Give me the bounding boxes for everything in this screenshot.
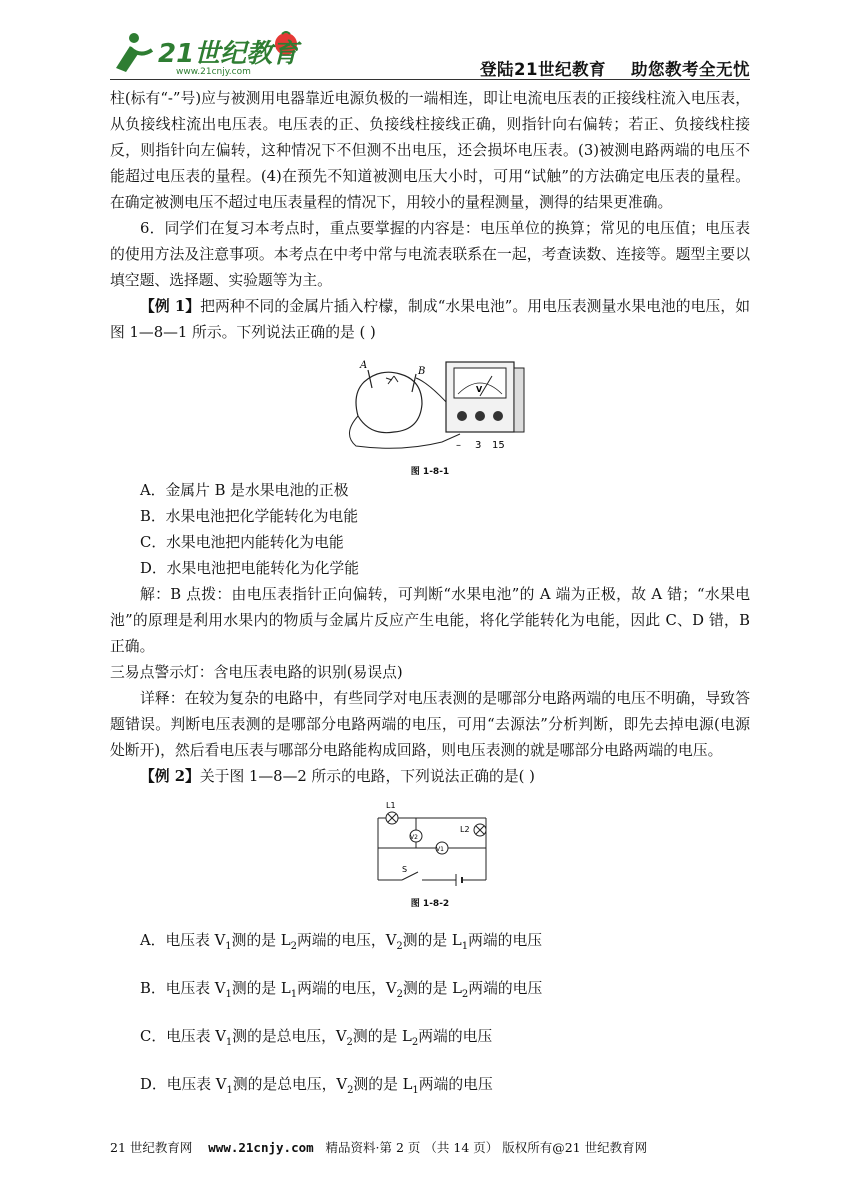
terminal-15: 15	[492, 440, 505, 451]
example-2-option-d: D．电压表 $V_1$测的是总电压，$V_2$测的是 $L_1$两端的电压	[140, 1076, 493, 1096]
example-1-option-d: D．水果电池把电能转化为化学能	[140, 560, 360, 577]
figure-1-caption: 图 1-8-1	[410, 467, 450, 477]
example-1-option-a: A．金属片 B 是水果电池的正极	[140, 482, 349, 499]
logo-text: 21世纪教育	[158, 39, 299, 69]
meter-v-label: V	[476, 385, 483, 394]
paragraph-voltmeter-usage: 柱(标有“-”号)应与被测用电器靠近电源负极的一端相连，即让电流电压表的正接线柱流入电压表，从负接线柱流出电压表。电压表的正、负接线柱接线正确，则指针向右偏转；若正、负接线柱接反，则指针向左偏转，这种情况下不但测不出电压，还会损坏电压表。(3)被测电路两端的电压不能超过电压表的量程。(4)在预先不知道被测电压大小时，可用“试触”的方法确定电压表的量程。在确定被测电压不超过电压表量程的情况下，用较小的量程测量，测得的结果更准确。	[110, 90, 750, 211]
example-1-option-b: B．水果电池把化学能转化为电能	[140, 508, 359, 525]
example-1-question	[110, 294, 750, 346]
document-body	[110, 86, 750, 1098]
example-1-label: 【例 1】	[140, 298, 201, 315]
figure-fruit-battery	[110, 350, 750, 478]
example-1-text: 把两种不同的金属片插入柠檬，制成“水果电池”。用电压表测量水果电池的电压，如图 1—8—1 所示。下列说法正确的是 ( )	[110, 298, 750, 341]
example-2-option-a: A．电压表 $V_1$测的是 $L_2$两端的电压，$V_2$测的是 $L_1$两端的电压	[140, 932, 543, 952]
paragraph-review-points: 6．同学们在复习本考点时，重点要掌握的内容是：电压单位的换算；常见的电压值；电压表的使用方法及注意事项。本考点在中考中常与电流表联系在一起，考查读数、连接等。题型主要以填空题、选择题、实验题等为主。	[110, 220, 750, 289]
logo-url: www.21cnjy.com	[176, 67, 251, 77]
label-s: S	[402, 865, 408, 874]
site-logo	[110, 28, 310, 78]
example-1-option-c: C．水果电池把内能转化为电能	[140, 534, 344, 551]
label-a: A	[360, 360, 368, 371]
section-3-detail: 详释：在较为复杂的电路中，有些同学对电压表测的是哪部分电路两端的电压不明确，导致答题错误。判断电压表测的是哪部分电路两端的电压，可用“去源法”分析判断，即先去掉电源(电源处断开)，然后看电压表与哪部分电路能构成回路，则电压表测的就是哪部分电路两端的电压。	[110, 690, 750, 759]
terminal-minus: –	[456, 440, 461, 451]
page-header	[110, 28, 750, 80]
example-2-option-c: C．电压表 $V_1$测的是总电压，$V_2$测的是 $L_2$两端的电压	[140, 1028, 493, 1048]
example-2-question	[110, 764, 750, 790]
footer-site: 21 世纪教育网	[110, 1140, 209, 1155]
example-2-label: 【例 2】	[140, 768, 200, 785]
label-v1: V1	[436, 846, 444, 853]
circuit-diagram	[372, 800, 492, 888]
page-footer	[110, 1138, 750, 1156]
section-3-title: 三易点警示灯：含电压表电路的识别(易误点)	[110, 664, 403, 681]
example-2-option-b: B．电压表 $V_1$测的是 $L_1$两端的电压，$V_2$测的是 $L_2$两端的电压	[140, 980, 543, 1000]
header-slogan: 登陆21世纪教育 助您教考全无忧	[480, 60, 750, 79]
terminal-3: 3	[475, 440, 482, 451]
figure-2-caption: 图 1-8-2	[410, 899, 450, 909]
label-v2: V2	[410, 834, 418, 841]
header-rule	[110, 79, 750, 80]
label-l1: L1	[386, 801, 396, 810]
example-2-text: 关于图 1—8—2 所示的电路，下列说法正确的是( )	[199, 768, 535, 785]
footer-page-info: 精品资料·第 2 页 （共 14 页） 版权所有@21 世纪教育网	[313, 1140, 648, 1155]
fruit-battery-diagram	[342, 354, 532, 454]
figure-circuit	[110, 794, 750, 909]
label-l2: L2	[460, 825, 470, 834]
footer-url[interactable]: www.21cnjy.com	[208, 1140, 314, 1155]
example-1-solution: 解：B 点拨：由电压表指针正向偏转，可判断“水果电池”的 A 端为正极，故 A 错；“水果电池”的原理是利用水果内的物质与金属片反应产生电能，将化学能转化为电能，因此 C、D 错，B 正确。	[110, 586, 750, 655]
label-b: B	[418, 366, 426, 377]
